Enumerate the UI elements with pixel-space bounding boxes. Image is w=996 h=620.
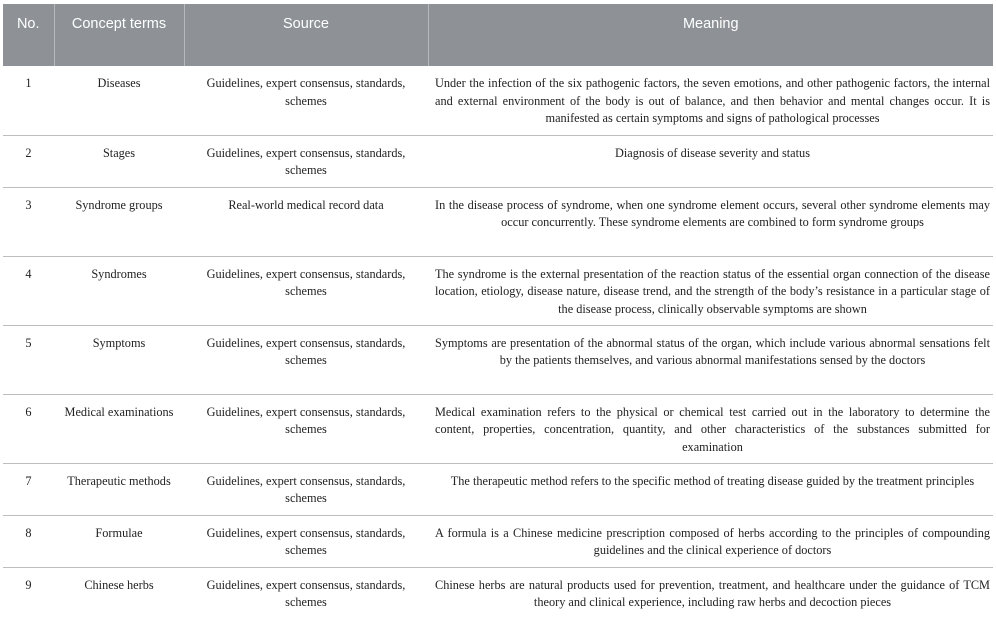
header-meaning: Meaning (428, 4, 993, 66)
header-row (3, 4, 993, 66)
table-body (3, 66, 993, 619)
cell-no: 8 (3, 515, 54, 567)
cell-concept-term: Symptoms (54, 325, 184, 394)
concept-table-container (3, 4, 993, 619)
table-row (3, 256, 993, 325)
cell-no: 2 (3, 135, 54, 187)
cell-no: 9 (25, 577, 32, 592)
cell-meaning: A formula is a Chinese medicine prescription composed of herbs according to the principles of compounding guidelines and the clinical experience of doctors (428, 515, 993, 567)
cell-source: Guidelines, expert consensus, standards, schemes (184, 463, 428, 515)
header-no: No. (3, 4, 54, 66)
cell-concept-term: Syndrome groups (54, 187, 184, 256)
cell-source: Guidelines, expert consensus, standards, schemes (184, 394, 428, 463)
cell-meaning: In the disease process of syndrome, when one syndrome element occurs, several other syndrome elements may occur concurrently. These syndrome elements are combined to form syndrome groups (428, 187, 993, 256)
cell-no: 5 (3, 325, 54, 394)
cell-source: Guidelines, expert consensus, standards, schemes (184, 325, 428, 394)
cell-source: Real-world medical record data (184, 187, 428, 256)
cell-concept-term: Therapeutic methods (54, 463, 184, 515)
cell-concept-term: Stages (54, 135, 184, 187)
cell-no: 4 (3, 256, 54, 325)
cell-source: Guidelines, expert consensus, standards, schemes (184, 515, 428, 567)
cell-no: 6 (3, 394, 54, 463)
table-row (3, 66, 993, 135)
cell-concept-term: Diseases (54, 66, 184, 135)
cell-meaning: The syndrome is the external presentation of the reaction status of the essential organ connection of the disease location, etiology, disease nature, disease trend, and the strength of the body’s resistance in a particular stage of the disease process, clinically observable symptoms are shown (428, 256, 993, 325)
cell-meaning: Medical examination refers to the physical or chemical test carried out in the laboratory to determine the content, properties, concentration, quantity, and other characteristics of the substances submitted for examination (428, 394, 993, 463)
cell-meaning: Under the infection of the six pathogenic factors, the seven emotions, and other pathogenic factors, the internal and external environment of the body is out of balance, and then behavior and mental changes occur. It is manifested as certain symptoms and signs of pathological processes (428, 66, 993, 135)
cell-meaning: Chinese herbs are natural products used for prevention, treatment, and healthcare under the guidance of TCM theory and clinical experience, including raw herbs and decoction pieces (435, 577, 990, 610)
cell-concept-term: Syndromes (54, 256, 184, 325)
cell-meaning: Diagnosis of disease severity and status (428, 135, 993, 187)
table-row (3, 135, 993, 187)
table-row (3, 187, 993, 256)
cell-concept-term: Medical examinations (54, 394, 184, 463)
cell-source: Guidelines, expert consensus, standards, schemes (206, 577, 406, 610)
header-source: Source (184, 4, 428, 66)
cell-no: 7 (3, 463, 54, 515)
table-row (3, 325, 993, 394)
table-row (3, 394, 993, 463)
table-row (3, 463, 993, 515)
cell-source: Guidelines, expert consensus, standards, schemes (184, 256, 428, 325)
cell-no: 3 (3, 187, 54, 256)
cell-meaning: Symptoms are presentation of the abnormal status of the organ, which include various abnormal sensations felt by the patients themselves, and various abnormal manifestations sensed by the doctors (428, 325, 993, 394)
cell-source: Guidelines, expert consensus, standards, schemes (184, 135, 428, 187)
concept-terms-table (3, 4, 993, 619)
table-row (3, 515, 993, 567)
cell-concept-term: Formulae (54, 515, 184, 567)
cell-concept-term: Chinese herbs (84, 577, 154, 592)
cell-no: 1 (3, 66, 54, 135)
table-header (3, 4, 993, 66)
table-row (3, 567, 993, 619)
cell-source: Guidelines, expert consensus, standards, schemes (184, 66, 428, 135)
cell-meaning: The therapeutic method refers to the specific method of treating disease guided by the treatment principles (428, 463, 993, 515)
header-concept-terms: Concept terms (54, 4, 184, 66)
